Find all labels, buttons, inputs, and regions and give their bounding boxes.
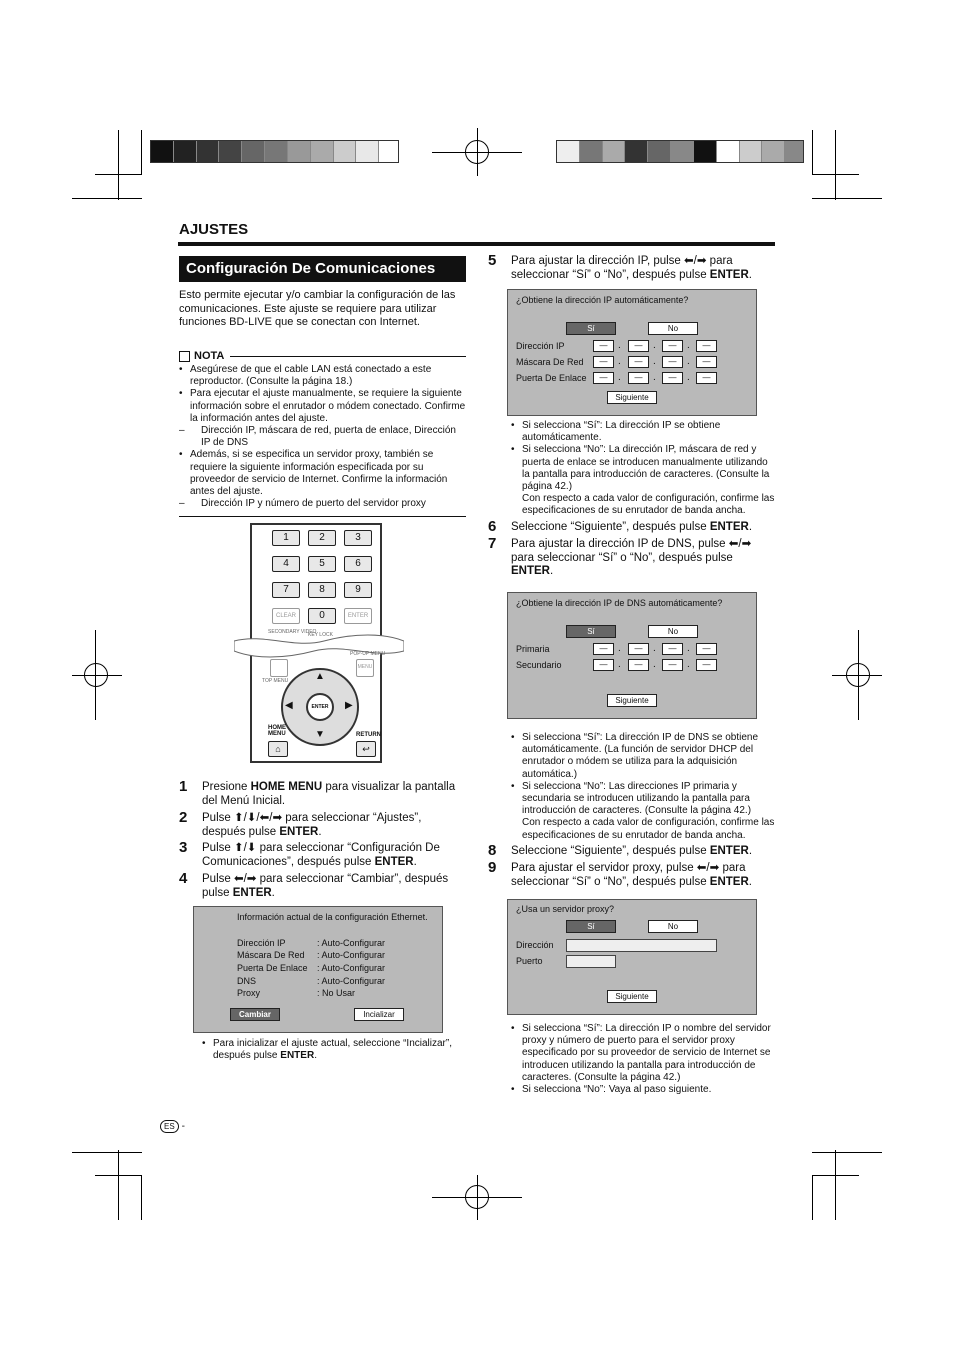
step-5-notes: [511, 420, 776, 518]
nota-list: [179, 364, 466, 510]
return-icon: ↩: [356, 741, 376, 757]
nota-item: • Asegúrese de que el cable LAN está conectado a este reproductor. (Consulte la página 18.): [179, 364, 466, 388]
dns-octet-field[interactable]: —: [662, 643, 683, 655]
step-4-text: Pulse ⬅/➡ para seleccionar “Cambiar”, después pulse ENTER.: [202, 873, 449, 899]
label-top-menu: TOP MENU: [262, 678, 289, 684]
dns-octet-field[interactable]: —: [628, 659, 649, 671]
arrow-up-icon: ▲: [315, 671, 325, 682]
label-popup-menu: POP-UP MENU: [350, 651, 386, 657]
step-8-text: Seleccione “Siguiente”, después pulse ENTER.: [511, 845, 753, 857]
step-number: 9: [488, 859, 497, 876]
key-5: 5: [308, 556, 336, 572]
key-6: 6: [344, 556, 372, 572]
proxy-address-label: Dirección: [516, 940, 554, 950]
yes-button[interactable]: Sí: [566, 625, 616, 638]
gateway-label: Puerta De Enlace: [516, 373, 587, 383]
mask-octet-field[interactable]: —: [662, 356, 683, 368]
key-2: 2: [308, 530, 336, 546]
yes-button[interactable]: Sí: [566, 322, 616, 335]
arrow-right-icon: ▶: [345, 700, 353, 711]
menu-key: MENU: [356, 659, 374, 677]
key-7: 7: [272, 582, 300, 598]
key-9: 9: [344, 582, 372, 598]
dns-octet-field[interactable]: —: [696, 659, 717, 671]
step-9-text: Para ajustar el servidor proxy, pulse ⬅/➡ para seleccionar “Sí” o “No”, después pulse ENTER.: [511, 862, 752, 888]
info-label: Máscara De Red: [237, 950, 305, 960]
gateway-octet-field[interactable]: —: [628, 372, 649, 384]
step-5-text: Para ajustar la dirección IP, pulse ⬅/➡ para seleccionar “Sí” o “No”, después pulse ENTER.: [511, 255, 752, 281]
note-item: • Si selecciona “Sí”: La dirección IP se obtiene automáticamente.: [511, 420, 776, 444]
no-button[interactable]: No: [648, 322, 698, 335]
dns-octet-field[interactable]: —: [662, 659, 683, 671]
info-value: : Auto-Configurar: [317, 963, 386, 973]
mask-label: Máscara De Red: [516, 357, 584, 367]
proxy-settings-screen: [507, 899, 757, 1015]
step-number: 5: [488, 252, 497, 269]
nota-rule: [179, 516, 466, 517]
note-item: • Si selecciona “No”: Vaya al paso siguiente.: [511, 1084, 776, 1096]
ip-label: Dirección IP: [516, 341, 565, 351]
key-0: 0: [308, 608, 336, 624]
screen-question: ¿Obtiene la dirección IP automáticamente?: [516, 295, 689, 305]
dns-settings-screen: ¿Obtiene la dirección IP de DNS automáticamente? Sí No Primaria Secundario — . — . — . — — . — . — . — Siguiente: [507, 592, 757, 719]
yes-button[interactable]: Sí: [566, 920, 616, 933]
note-item: Con respecto a cada valor de configuración, confirme las especificaciones de su enrutador de banda ancha.: [522, 817, 775, 841]
page-title: Configuración De Comunicaciones: [179, 256, 466, 282]
step-number: 4: [179, 870, 188, 887]
key-3: 3: [344, 530, 372, 546]
home-icon: ⌂: [268, 741, 288, 757]
step-9-notes: [511, 1023, 776, 1096]
nota-item: • Además, si se especifica un servidor proxy, también se requiere la siguiente información especificada por su proveedor de servicio de Internet. Confirme la información antes del ajuste.: [179, 449, 466, 498]
next-button[interactable]: Siguiente: [607, 990, 657, 1003]
page-footer: [160, 1120, 185, 1133]
ip-octet-field[interactable]: —: [628, 340, 649, 352]
section-heading: AJUSTES: [179, 221, 249, 238]
key-8: 8: [308, 582, 336, 598]
info-value: : No Usar: [317, 988, 356, 998]
key-clear: CLEAR: [272, 608, 300, 624]
step-1-text: Presione HOME MENU para visualizar la pantalla del Menú Inicial.: [202, 781, 456, 807]
top-menu-key: [270, 659, 288, 677]
ip-octet-field[interactable]: —: [593, 340, 614, 352]
next-button[interactable]: Siguiente: [607, 391, 657, 404]
intro-paragraph: Esto permite ejecutar y/o cambiar la configuración de las comunicaciones. Este ajuste se requiere para utilizar funciones BD-LIVE que se conectan con Internet.: [179, 289, 456, 328]
ip-octet-field[interactable]: —: [662, 340, 683, 352]
enter-key: ENTER: [306, 693, 334, 721]
proxy-address-input[interactable]: [566, 939, 717, 952]
mask-octet-field[interactable]: —: [593, 356, 614, 368]
step-number: 1: [179, 778, 188, 795]
ip-settings-screen: ¿Obtiene la dirección IP automáticamente? Sí No Dirección IP Máscara De Red Puerta De Enlace — . — . — . — — . — . — . — — . — . — . — Siguiente: [507, 289, 757, 416]
label-key-lock: KEY LOCK: [308, 632, 333, 638]
mask-octet-field[interactable]: —: [696, 356, 717, 368]
note-icon: [179, 351, 190, 362]
step-number: 7: [488, 535, 497, 552]
remote-control-illustration: [250, 523, 386, 763]
note-item: • Si selecciona “No”: Las direcciones IP primaria y secundaria se introducen utilizando la pantalla para introducción de caracteres. (Consulte la página 42.): [511, 781, 776, 818]
step-number: 8: [488, 842, 497, 859]
step-number: 2: [179, 809, 188, 826]
key-1: 1: [272, 530, 300, 546]
no-button[interactable]: No: [648, 625, 698, 638]
step-number: 6: [488, 518, 497, 535]
ip-octet-field[interactable]: —: [696, 340, 717, 352]
arrow-down-icon: ▼: [315, 729, 325, 740]
label-return: RETURN: [356, 732, 381, 738]
dns-octet-field[interactable]: —: [593, 659, 614, 671]
nota-subitem: – Dirección IP y número de puerto del servidor proxy: [179, 498, 466, 510]
info-label: Dirección IP: [237, 938, 286, 948]
mask-octet-field[interactable]: —: [628, 356, 649, 368]
info-value: : Auto-Configurar: [317, 938, 386, 948]
language-badge: ES: [160, 1120, 179, 1133]
nota-block: [179, 350, 466, 517]
primary-dns-label: Primaria: [516, 644, 550, 654]
nota-item: • Para ejecutar el ajuste manualmente, se requiere la siguiente información sobre el enrutador o módem conectado. Confirme la información antes del ajuste.: [179, 388, 466, 425]
section-divider: [178, 242, 775, 246]
no-button[interactable]: No: [648, 920, 698, 933]
info-label: DNS: [237, 976, 257, 986]
step-2-text: Pulse ⬆/⬇/⬅/➡ para seleccionar “Ajustes”, después pulse ENTER.: [202, 812, 422, 838]
info-label: Puerta De Enlace: [237, 963, 308, 973]
screen-question: ¿Usa un servidor proxy?: [516, 904, 615, 914]
info-value: : Auto-Configurar: [317, 950, 386, 960]
arrow-left-icon: ◀: [285, 700, 293, 711]
screen-question: ¿Obtiene la dirección IP de DNS automáticamente?: [516, 598, 723, 608]
ethernet-info-screen: [193, 906, 443, 1033]
gateway-octet-field[interactable]: —: [662, 372, 683, 384]
info-value: : Auto-Configurar: [317, 976, 386, 986]
step-7-notes: [511, 732, 776, 842]
proxy-port-label: Puerto: [516, 956, 543, 966]
step-7-text: Para ajustar la dirección IP de DNS, pulse ⬅/➡ para seleccionar “Sí” o “No”, después pulse ENTER.: [511, 538, 752, 577]
initialize-button[interactable]: Incializar: [354, 1008, 404, 1021]
dns-octet-field[interactable]: —: [593, 643, 614, 655]
gateway-octet-field[interactable]: —: [696, 372, 717, 384]
step-number: 3: [179, 839, 188, 856]
note-item: • Si selecciona “No”: La dirección IP, máscara de red y puerta de enlace se introducen manualmente utilizando la pantalla para introducción de caracteres. (Consulte la página 42.): [511, 444, 776, 493]
label-secondary-video: SECONDARY VIDEO: [268, 629, 317, 635]
next-button[interactable]: Siguiente: [607, 694, 657, 707]
step-3-text: Pulse ⬆/⬇ para seleccionar “Configuración De Comunicaciones”, después pulse ENTER.: [202, 842, 440, 868]
screen-title: Información actual de la configuración Ethernet.: [237, 912, 428, 922]
nota-subitem: – Dirección IP, máscara de red, puerta de enlace, Dirección IP de DNS: [179, 425, 466, 449]
dns-octet-field[interactable]: —: [696, 643, 717, 655]
proxy-port-input[interactable]: [566, 955, 616, 968]
note-item: • Si selecciona “Sí”: La dirección IP o nombre del servidor proxy y número de puerto para el servidor proxy especificado por su proveedor de servicio de Internet se introducen utilizando la pantalla para introducción de caracteres. (Consulte la página 42.): [511, 1023, 776, 1084]
change-button[interactable]: Cambiar: [230, 1008, 280, 1021]
nota-heading: NOTA: [179, 350, 466, 362]
info-label: Proxy: [237, 988, 261, 998]
step-6-text: Seleccione “Siguiente”, después pulse ENTER.: [511, 521, 753, 533]
key-4: 4: [272, 556, 300, 572]
page-number-separator: -: [181, 1121, 186, 1132]
gateway-octet-field[interactable]: —: [593, 372, 614, 384]
note-item: • Si selecciona “Sí”: La dirección IP de DNS se obtiene automáticamente. (La función de servidor DHCP del enrutador o módem se utiliza para la adquisición automática.): [511, 732, 776, 781]
key-enter-small: ENTER: [344, 608, 372, 624]
init-note: • Para inicializar el ajuste actual, seleccione “Incializar”, después pulse ENTER.: [202, 1038, 464, 1062]
secondary-dns-label: Secundario: [516, 660, 562, 670]
label-home-menu: HOME MENU: [268, 725, 286, 737]
dns-octet-field[interactable]: —: [628, 643, 649, 655]
note-item: Con respecto a cada valor de configuración, confirme las especificaciones de su enrutador de banda ancha.: [522, 493, 775, 517]
